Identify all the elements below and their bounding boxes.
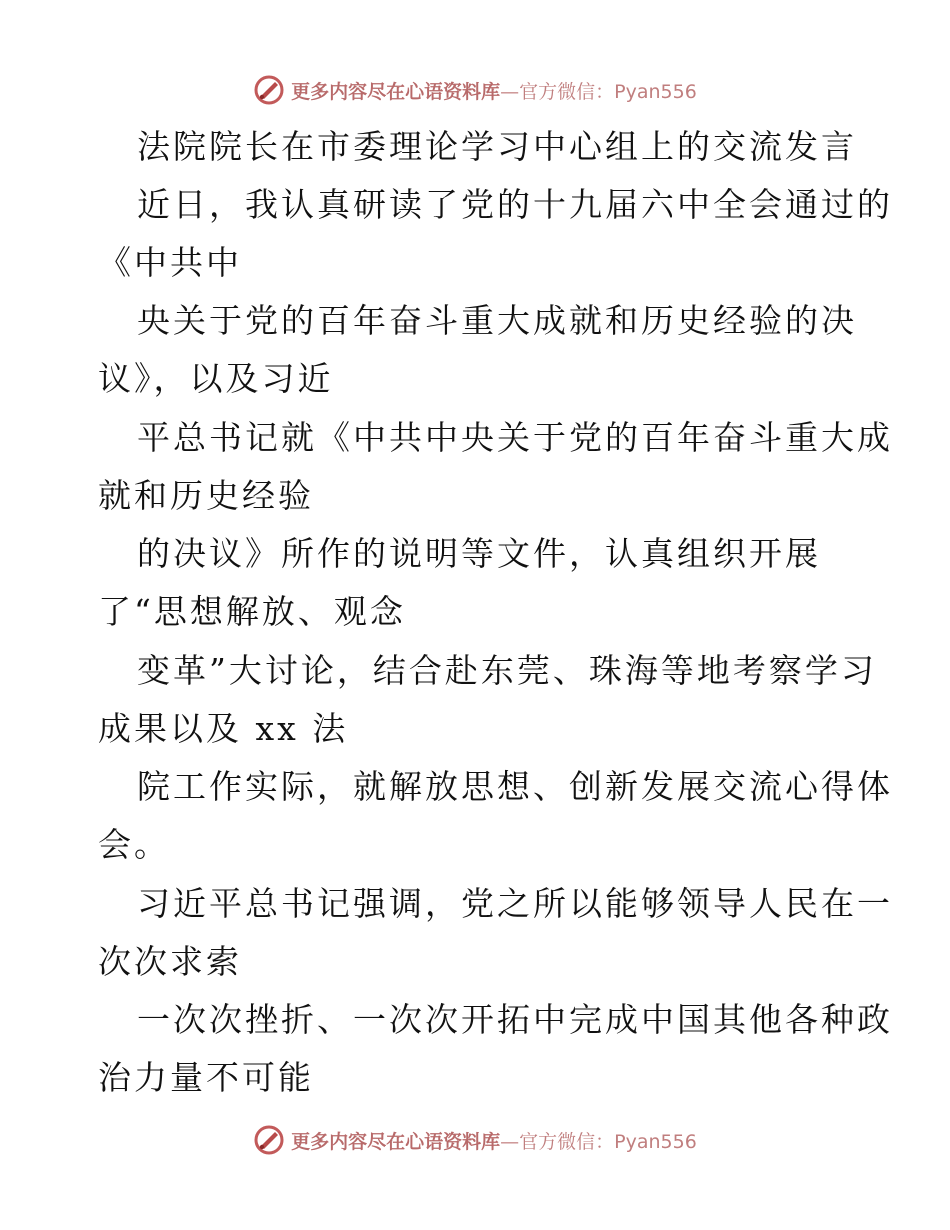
paragraph-line: 成果以及 xx 法 xyxy=(98,709,349,748)
paragraph-line: 治力量不可能 xyxy=(98,1058,314,1097)
document-title: 法院院长在市委理论学习中心组上的交流发言 xyxy=(137,127,857,166)
paragraph-line: 《中共中 xyxy=(98,243,242,282)
paragraph-line: 习近平总书记强调，党之所以能够领导人民在一 xyxy=(137,884,893,923)
paragraph-line: 的决议》所作的说明等文件，认真组织开展 xyxy=(137,534,821,573)
paragraph-line: 就和历史经验 xyxy=(98,476,314,515)
watermark-library-text: 更多内容尽在心语资料库 xyxy=(291,80,501,103)
paragraph-line: 院工作实际，就解放思想、创新发展交流心得体 xyxy=(137,767,893,806)
paragraph-line: 了“思想解放、观念 xyxy=(98,592,406,631)
watermark-dash: — xyxy=(500,80,520,103)
paragraph-line: 一次次挫折、一次次开拓中完成中国其他各种政 xyxy=(137,1000,893,1039)
paragraph-line: 央关于党的百年奋斗重大成就和历史经验的决 xyxy=(137,301,857,340)
footer-watermark-banner xyxy=(0,1120,950,1160)
pen-swirl-logo-icon xyxy=(253,1124,285,1156)
paragraph-line: 平总书记就《中共中央关于党的百年奋斗重大成 xyxy=(137,418,893,457)
watermark-dash: — xyxy=(500,1130,520,1153)
watermark-library-text: 更多内容尽在心语资料库 xyxy=(291,1130,501,1153)
paragraph-line: 议》，以及习近 xyxy=(98,359,334,398)
watermark-wechat-text: 官方微信：Pyan556 xyxy=(519,1130,697,1153)
paragraph-line: 次次求索 xyxy=(98,942,242,981)
watermark-wechat-text: 官方微信：Pyan556 xyxy=(519,80,697,103)
paragraph-line: 会。 xyxy=(98,825,170,864)
paragraph-line: 近日，我认真研读了党的十九届六中全会通过的 xyxy=(137,185,893,224)
paragraph-line: 变革”大讨论，结合赴东莞、珠海等地考察学习 xyxy=(137,651,877,690)
watermark-text xyxy=(291,1127,697,1154)
